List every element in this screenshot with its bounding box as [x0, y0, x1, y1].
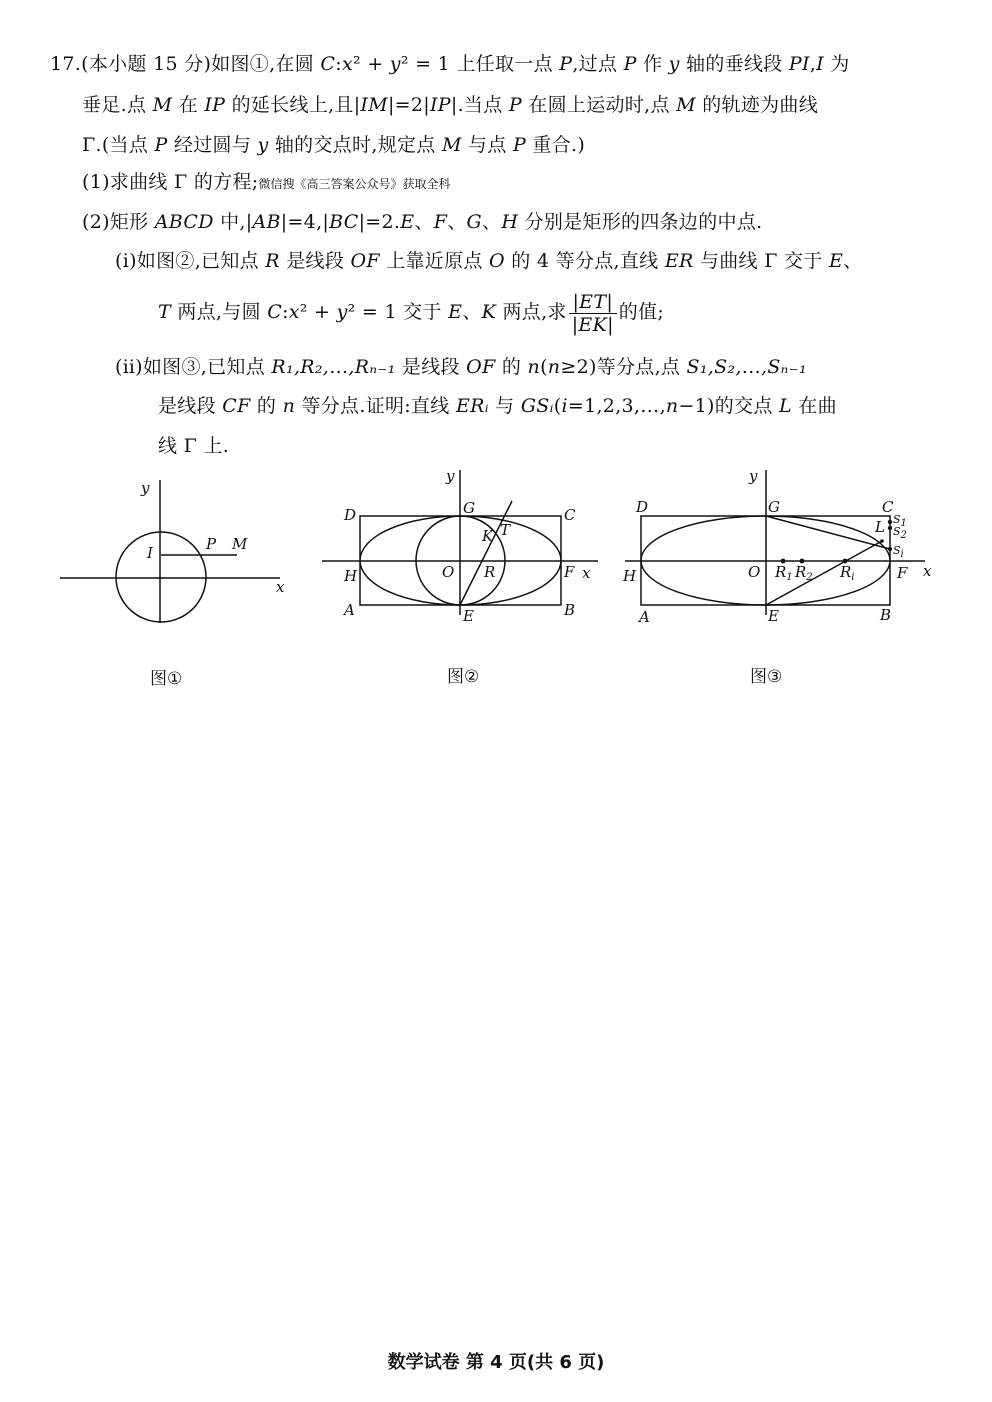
text: IM — [360, 94, 388, 116]
label-main: R — [840, 563, 852, 581]
fraction-numerator: |ET| — [569, 291, 617, 314]
text: 与点 — [461, 134, 513, 156]
figure-3-diagram — [620, 465, 940, 640]
text: 轴的交点时,规定点 — [268, 134, 442, 156]
point-G-label: G — [768, 498, 780, 516]
x-axis-label: x — [923, 562, 932, 580]
point-I-label: I — [147, 544, 153, 562]
label-subscript: i — [900, 549, 904, 560]
point-B-label: B — [880, 606, 892, 624]
point-T-label: T — [500, 521, 511, 539]
sub-question-2-cont — [158, 392, 837, 420]
text: 、 — [447, 211, 467, 233]
figure-1 — [55, 475, 295, 649]
text: E — [400, 211, 415, 233]
text: R₁,R₂,…,Rₙ₋₁ — [271, 356, 396, 378]
text: P — [512, 134, 527, 156]
problem-line-3 — [82, 131, 585, 159]
point-Si — [888, 547, 892, 551]
text: |=2| — [387, 94, 430, 116]
point-C-label: C — [882, 498, 894, 516]
label-main: S — [893, 513, 901, 526]
label-main: R — [795, 563, 807, 581]
text: 与曲线 Γ 交于 — [693, 250, 829, 272]
text: 轴的垂线段 — [679, 53, 789, 75]
point-G-label: G — [463, 499, 475, 517]
text: T — [158, 301, 171, 323]
text: L — [779, 395, 792, 417]
text: =1,2,3,…, — [567, 395, 666, 417]
label-main: R — [775, 563, 787, 581]
line-GSi — [766, 516, 890, 549]
text: GSᵢ — [520, 395, 554, 417]
text: 在曲 — [791, 395, 837, 417]
text: : — [282, 301, 289, 323]
fraction-denominator: |EK| — [571, 313, 614, 336]
label-subscript: 2 — [900, 530, 907, 541]
y-axis-label: y — [749, 467, 758, 485]
text: ABCD — [154, 211, 214, 233]
text: |.当点 — [450, 94, 509, 116]
text: 经过圆与 — [167, 134, 258, 156]
figure-2-caption: 图② — [447, 667, 480, 687]
text: 上靠近原点 — [379, 250, 490, 272]
text: 是线段 — [158, 395, 223, 417]
text: 的 — [250, 395, 283, 417]
text: n — [282, 395, 296, 417]
text: M — [676, 94, 696, 116]
point-F-label: F — [897, 564, 908, 582]
point-Si-label — [893, 544, 904, 560]
text: : — [335, 53, 342, 75]
text: |=4,| — [280, 211, 330, 233]
figure-1-caption: 图① — [150, 669, 183, 689]
sub-question-2 — [115, 353, 807, 381]
text: BC — [329, 211, 359, 233]
point-O-label: O — [442, 563, 455, 581]
x-axis-label: x — [582, 564, 591, 582]
text: , — [809, 53, 817, 75]
point-D-label: D — [344, 506, 357, 524]
text: ² = 1 上任取一点 — [400, 53, 560, 75]
figure-1-diagram — [55, 475, 295, 645]
point-O-label: O — [748, 563, 761, 581]
text: 、 — [843, 250, 863, 272]
text: ² = 1 交于 — [347, 301, 449, 323]
text: 两点,求 — [496, 301, 567, 323]
text: (ⅰ)如图②,已知点 — [115, 250, 266, 272]
text: (2)矩形 — [82, 211, 155, 233]
text: R — [265, 250, 280, 272]
text: x — [341, 53, 353, 75]
point-H-label: H — [344, 567, 358, 585]
text: G — [466, 211, 482, 233]
unit-circle — [116, 532, 206, 622]
point-D-label: D — [636, 498, 649, 516]
part-1-text: (1)求曲线 Γ 的方程; — [82, 171, 259, 193]
text: ERᵢ — [455, 395, 489, 417]
text: C — [267, 301, 283, 323]
point-L-label: L — [875, 518, 885, 536]
point-E-label: E — [463, 607, 474, 625]
text: 分别是矩形的四条边的中点. — [518, 211, 763, 233]
text: y — [336, 301, 348, 323]
text: O — [489, 250, 505, 272]
text: I — [816, 53, 824, 75]
text: OF — [350, 250, 380, 272]
part-1 — [82, 168, 451, 198]
figure-2-diagram — [320, 465, 600, 640]
text: −1)的交点 — [678, 395, 780, 417]
text: ² + — [299, 301, 337, 323]
text: IP — [430, 94, 451, 116]
sub-question-2-end — [158, 432, 229, 460]
text: n — [547, 356, 561, 378]
point-K-label: K — [482, 527, 494, 545]
text: 、 — [482, 211, 502, 233]
text: IP — [204, 94, 226, 116]
label-main: S — [893, 525, 901, 538]
text: 中,| — [213, 211, 253, 233]
label-subscript: 2 — [806, 572, 813, 583]
point-H-label: H — [623, 567, 637, 585]
text: x — [288, 301, 300, 323]
point-Ri-label — [839, 563, 855, 583]
text: 的轨迹为曲线 — [695, 94, 818, 116]
text: PI — [788, 53, 810, 75]
text: M — [152, 94, 173, 116]
text: n — [665, 395, 679, 417]
ratio-fraction — [569, 291, 617, 336]
problem-line-2 — [82, 91, 818, 119]
text: 两点,与圆 — [170, 301, 268, 323]
text: 垂足.点 — [82, 94, 153, 116]
text: 的值; — [618, 301, 665, 323]
text: 、 — [414, 211, 434, 233]
text: C — [320, 53, 336, 75]
point-P-label: P — [206, 535, 217, 553]
text: 的 4 等分点,直线 — [504, 250, 665, 272]
sub-question-1 — [115, 247, 862, 275]
point-R2-label — [794, 563, 813, 583]
label-subscript: 1 — [900, 518, 907, 529]
point-F-label: F — [564, 563, 575, 581]
text: i — [561, 395, 568, 417]
text: Γ.(当点 — [82, 134, 155, 156]
text: 在圆上运动时,点 — [521, 94, 677, 116]
problem-line-1 — [50, 50, 850, 78]
figure-3 — [620, 465, 940, 644]
text: 、 — [462, 301, 482, 323]
y-axis-label: y — [446, 467, 455, 485]
text: P — [154, 134, 168, 156]
text: ,过点 — [572, 53, 624, 75]
text: H — [501, 211, 519, 233]
figure-2 — [320, 465, 600, 644]
text: 是线段 — [395, 356, 467, 378]
sub-question-1-cont — [158, 290, 664, 336]
text: 在 — [172, 94, 205, 116]
text: P — [559, 53, 573, 75]
text: E — [828, 250, 844, 272]
text: 重合.) — [526, 134, 586, 156]
text: K — [481, 301, 497, 323]
point-R1-label — [774, 563, 793, 583]
part-2 — [82, 208, 762, 236]
page-footer: 数学试卷 第 4 页(共 6 页) — [387, 1352, 605, 1373]
text: y — [257, 134, 269, 156]
point-M-label: M — [232, 535, 248, 553]
text: 为 — [823, 53, 850, 75]
text: ER — [664, 250, 694, 272]
label-subscript: 1 — [786, 572, 793, 583]
text: P — [623, 53, 637, 75]
label-main: S — [893, 544, 901, 557]
text: 线 Γ 上. — [158, 435, 230, 457]
text: (ⅱ)如图③,已知点 — [115, 356, 272, 378]
text: 作 — [636, 53, 669, 75]
text: ≥2)等分点,点 — [560, 356, 687, 378]
text: 与 — [488, 395, 521, 417]
text: S₁,S₂,…,Sₙ₋₁ — [686, 356, 807, 378]
text: 是线段 — [279, 250, 351, 272]
text: M — [441, 134, 462, 156]
point-B-label: B — [564, 601, 576, 619]
point-S1 — [888, 520, 892, 524]
text: ² + — [352, 53, 390, 75]
x-axis-label: x — [276, 578, 285, 596]
text: 的延长线上,且| — [225, 94, 361, 116]
label-subscript: i — [851, 572, 855, 583]
point-E-label: E — [768, 607, 779, 625]
text: F — [433, 211, 448, 233]
text: CF — [222, 395, 251, 417]
text: ( — [540, 356, 548, 378]
point-S2 — [888, 526, 892, 530]
point-C-label: C — [564, 506, 576, 524]
point-A-label: A — [639, 608, 650, 626]
y-axis-label: y — [141, 479, 150, 497]
text: E — [448, 301, 463, 323]
text: y — [668, 53, 680, 75]
text: n — [527, 356, 541, 378]
text: AB — [252, 211, 281, 233]
point-A-label: A — [344, 601, 355, 619]
watermark-note: 微信搜《高三答案公众号》获取全科 — [258, 177, 451, 191]
figure-3-caption: 图③ — [750, 667, 783, 687]
point-R-label: R — [484, 563, 496, 581]
text: P — [508, 94, 522, 116]
text: ( — [553, 395, 562, 417]
text: 17.(本小题 15 分)如图①,在圆 — [50, 53, 321, 75]
text: 的 — [495, 356, 528, 378]
point-L — [880, 539, 884, 543]
text: |=2. — [358, 211, 401, 233]
text: y — [389, 53, 401, 75]
text: 等分点.证明:直线 — [295, 395, 456, 417]
text: OF — [466, 356, 496, 378]
